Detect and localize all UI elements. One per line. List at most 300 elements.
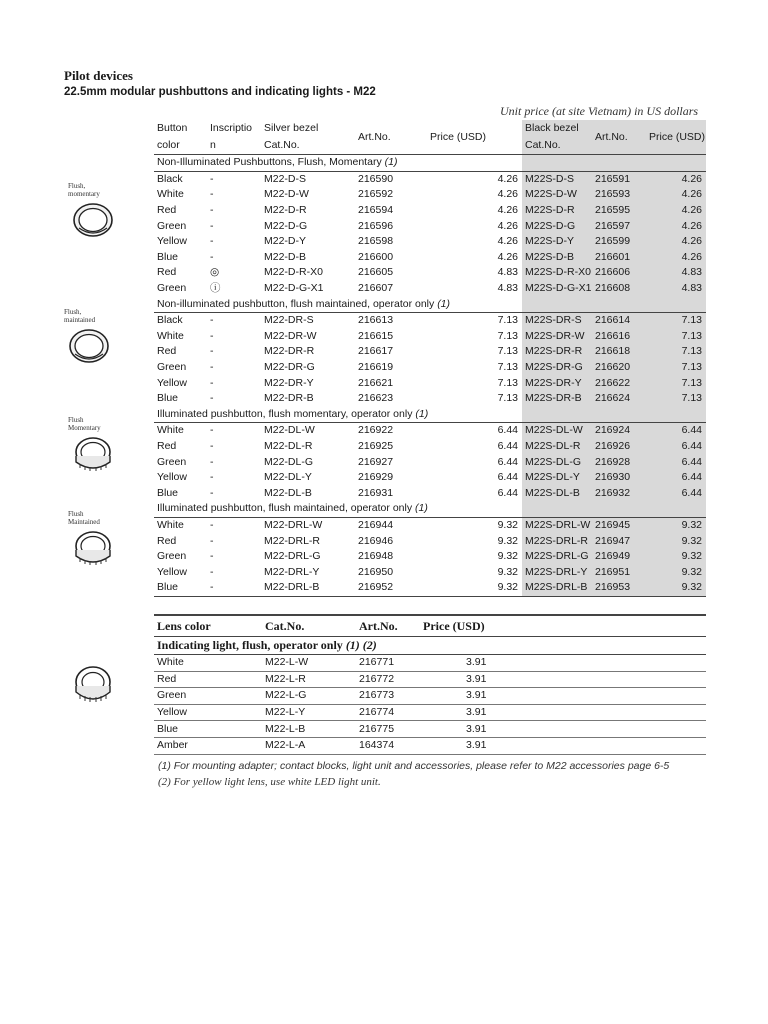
- table-row: [154, 549, 706, 565]
- artno-cell: 216952: [355, 580, 418, 596]
- section-title: Non-illuminated pushbutton, flush maintained, operator only: [157, 297, 435, 310]
- artno-cell: 216948: [358, 550, 394, 563]
- price-cell: 4.83: [497, 266, 518, 279]
- artno-cell: 216623: [358, 392, 394, 405]
- black-artno-cell: 216616: [592, 329, 646, 345]
- price-cell: 4.26: [497, 204, 518, 217]
- price-cell: 7.13: [497, 376, 518, 389]
- button-color-cell: White: [157, 518, 184, 531]
- price-cell: 9.32: [497, 518, 518, 531]
- black-price-cell: 4.26: [646, 171, 706, 187]
- price-cell: 9.32: [418, 580, 522, 596]
- section-note: (1) (2): [345, 638, 377, 652]
- price-cell: 6.44: [497, 424, 518, 437]
- illuminated-pushbutton-icon: [70, 432, 116, 474]
- button-color-cell: Black: [157, 314, 183, 327]
- pushbutton-price-table: [154, 120, 706, 597]
- black-artno-cell: 216924: [592, 423, 646, 439]
- artno-cell: 216922: [358, 424, 394, 437]
- black-artno-cell: 216620: [592, 360, 646, 376]
- inscription-cell: -: [210, 424, 214, 437]
- col-header-lens-artno: Art.No.: [356, 615, 420, 637]
- button-color-cell: White: [157, 424, 184, 437]
- col-header-lens-color: Lens color: [154, 615, 262, 637]
- table-row: [154, 171, 706, 187]
- button-color-cell: Red: [157, 345, 177, 358]
- button-color-cell: Black: [157, 172, 183, 185]
- inscription-cell: -: [210, 204, 214, 217]
- indicating-light-table: [154, 614, 706, 755]
- device-label: Flush Maintained: [68, 510, 100, 526]
- inscription-cell: -: [210, 345, 214, 358]
- device-indicating-light: [64, 662, 144, 706]
- section-note: (1): [384, 156, 398, 169]
- lens-price-cell: 3.91: [420, 737, 520, 754]
- lens-price-cell: 3.91: [420, 688, 520, 705]
- device-flush-maintained: [60, 308, 140, 364]
- artno-cell: 216927: [358, 455, 394, 468]
- button-color-cell: Blue: [157, 392, 179, 405]
- table-row: [154, 329, 706, 345]
- silver-catno-cell: M22-D-B: [264, 250, 307, 263]
- black-artno-cell: 216947: [592, 533, 646, 549]
- table-row: [154, 423, 706, 439]
- black-catno-cell: M22S-DRL-Y: [522, 564, 592, 580]
- silver-catno-cell: M22-DL-Y: [264, 471, 312, 484]
- black-price-cell: 9.32: [646, 533, 706, 549]
- black-artno-cell: 216606: [592, 265, 646, 281]
- price-cell: 4.26: [497, 235, 518, 248]
- black-price-cell: 6.44: [646, 454, 706, 470]
- button-color-cell: Blue: [157, 250, 179, 263]
- lens-catno-cell: M22-L-Y: [262, 704, 356, 721]
- price-cell: 6.44: [497, 486, 518, 499]
- col-header-lens-catno: Cat.No.: [262, 615, 356, 637]
- col-header-price-black: Price (USD): [646, 120, 706, 155]
- inscription-cell: -: [210, 329, 214, 342]
- button-color-cell: Red: [157, 439, 177, 452]
- black-catno-cell: M22S-DL-W: [522, 423, 592, 439]
- lens-artno-cell: 164374: [356, 737, 420, 754]
- black-price-cell: 4.26: [646, 218, 706, 234]
- lens-artno-cell: 216771: [356, 655, 420, 672]
- artno-cell: 216600: [358, 250, 394, 263]
- black-artno-cell: 216945: [592, 517, 646, 533]
- lens-catno-cell: M22-L-R: [262, 671, 356, 688]
- table-row: [154, 454, 706, 470]
- silver-catno-cell: M22-DL-G: [264, 455, 314, 468]
- table-row: [154, 281, 706, 297]
- unit-price-note: Unit price (at site Vietnam) in US dollars: [500, 104, 699, 118]
- inscription-cell: -: [210, 376, 214, 389]
- black-catno-cell: M22S-DR-B: [522, 391, 592, 407]
- black-artno-cell: 216593: [592, 187, 646, 203]
- artno-cell: 216931: [358, 486, 394, 499]
- artno-cell: 216946: [358, 534, 394, 547]
- black-artno-cell: 216618: [592, 344, 646, 360]
- device-illuminated-maintained: [64, 510, 144, 568]
- illuminated-pushbutton-icon: [70, 526, 116, 568]
- black-price-cell: 6.44: [646, 485, 706, 501]
- black-catno-cell: M22S-DR-S: [522, 312, 592, 328]
- inscription-cell: -: [210, 486, 214, 499]
- indicating-light-icon: [70, 662, 116, 706]
- black-price-cell: 9.32: [646, 549, 706, 565]
- button-color-cell: White: [157, 329, 184, 342]
- black-price-cell: 9.32: [646, 564, 706, 580]
- black-artno-cell: 216595: [592, 203, 646, 219]
- section-header-row: [154, 296, 706, 312]
- lens-catno-cell: M22-L-B: [262, 721, 356, 738]
- artno-cell: 216944: [358, 518, 394, 531]
- price-cell: 4.26: [497, 188, 518, 201]
- button-color-cell: Green: [157, 550, 187, 563]
- silver-catno-cell: M22-DR-S: [264, 314, 314, 327]
- button-color-cell: White: [157, 188, 184, 201]
- table-row: [154, 485, 706, 501]
- black-price-cell: 7.13: [646, 360, 706, 376]
- price-cell: 6.44: [497, 439, 518, 452]
- black-artno-cell: 216591: [592, 171, 646, 187]
- table-row: [154, 250, 706, 266]
- black-price-cell: 6.44: [646, 439, 706, 455]
- inscription-cell: -: [210, 188, 214, 201]
- artno-cell: 216613: [358, 314, 394, 327]
- price-cell: 4.83: [497, 282, 518, 295]
- black-catno-cell: M22S-DR-Y: [522, 375, 592, 391]
- table-row: [154, 187, 706, 203]
- table-row: [154, 721, 706, 738]
- artno-cell: 216598: [358, 235, 394, 248]
- artno-cell: 216615: [358, 329, 394, 342]
- pushbutton-icon: [66, 324, 112, 364]
- table-row: [154, 375, 706, 391]
- black-artno-cell: 216949: [592, 549, 646, 565]
- inscription-cell: -: [207, 580, 261, 596]
- device-label: Flush, maintained: [64, 308, 96, 324]
- lens-color-cell: Red: [154, 671, 262, 688]
- inscription-cell: ◎: [210, 266, 220, 279]
- price-cell: 7.13: [497, 345, 518, 358]
- col-header-silver-catno: Cat.No.: [264, 139, 300, 151]
- black-price-cell: 4.83: [646, 281, 706, 297]
- button-color-cell: Green: [157, 219, 187, 232]
- table-row: [154, 737, 706, 754]
- price-cell: 4.26: [497, 250, 518, 263]
- col-header-button-color: Button: [157, 122, 188, 134]
- button-color-cell: Yellow: [157, 471, 187, 484]
- section-title: Indicating light, flush, operator only: [157, 638, 343, 652]
- price-cell: 6.44: [497, 471, 518, 484]
- page-subtitle: 22.5mm modular pushbuttons and indicating lights - M22: [64, 86, 376, 98]
- artno-cell: 216621: [358, 376, 394, 389]
- section-note: (1): [415, 407, 429, 420]
- table-row: [154, 517, 706, 533]
- price-cell: 4.26: [497, 219, 518, 232]
- button-color-cell: Green: [157, 282, 187, 295]
- table-row: [154, 203, 706, 219]
- table-header-row: [154, 120, 706, 137]
- section-title: Non-Illuminated Pushbuttons, Flush, Momentary: [157, 156, 382, 169]
- black-artno-cell: 216624: [592, 391, 646, 407]
- silver-catno-cell: M22-DRL-W: [264, 518, 323, 531]
- table-row: [154, 218, 706, 234]
- artno-cell: 216607: [358, 282, 394, 295]
- inscription-cell: -: [210, 565, 214, 578]
- silver-catno-cell: M22-D-G-X1: [264, 282, 324, 295]
- col-header-black-bezel: Black bezel: [522, 120, 592, 137]
- black-catno-cell: M22S-DRL-B: [522, 580, 592, 596]
- black-artno-cell: 216928: [592, 454, 646, 470]
- price-cell: 9.32: [497, 550, 518, 563]
- black-catno-cell: M22S-DRL-G: [522, 549, 592, 565]
- price-cell: 7.13: [497, 361, 518, 374]
- price-cell: 7.13: [497, 314, 518, 327]
- silver-catno-cell: M22-DRL-R: [264, 534, 321, 547]
- silver-catno-cell: M22-D-S: [264, 172, 307, 185]
- black-price-cell: 4.26: [646, 203, 706, 219]
- page-title: Pilot devices: [64, 68, 133, 83]
- artno-cell: 216619: [358, 361, 394, 374]
- table-row: [154, 580, 706, 596]
- table-row: [154, 564, 706, 580]
- button-color-cell: Green: [157, 455, 187, 468]
- black-artno-cell: 216622: [592, 375, 646, 391]
- table-row: [154, 265, 706, 281]
- black-catno-cell: M22S-DL-R: [522, 439, 592, 455]
- black-price-cell: 4.26: [646, 250, 706, 266]
- button-color-cell: Red: [157, 534, 177, 547]
- lens-table-body: [154, 655, 706, 755]
- black-artno-cell: 216601: [592, 250, 646, 266]
- lens-artno-cell: 216772: [356, 671, 420, 688]
- silver-catno-cell: M22-D-G: [264, 219, 308, 232]
- price-cell: 9.32: [497, 534, 518, 547]
- col-header-lens-price: Price (USD): [420, 615, 520, 637]
- lens-price-cell: 3.91: [420, 671, 520, 688]
- table-row: [154, 688, 706, 705]
- black-price-cell: 4.26: [646, 234, 706, 250]
- lens-color-cell: Amber: [154, 737, 262, 754]
- black-artno-cell: 216951: [592, 564, 646, 580]
- artno-cell: 216594: [358, 204, 394, 217]
- table-row: [154, 439, 706, 455]
- table-row: [154, 344, 706, 360]
- silver-catno-cell: M22-DR-W: [264, 329, 317, 342]
- silver-catno-cell: M22-DR-R: [264, 345, 315, 358]
- artno-cell: 216590: [358, 172, 394, 185]
- lens-catno-cell: M22-L-G: [262, 688, 356, 705]
- col-header-artno: Art.No.: [358, 130, 391, 143]
- black-price-cell: 9.32: [646, 517, 706, 533]
- col-header-inscription: Inscriptio: [210, 122, 253, 134]
- inscription-cell: -: [210, 455, 214, 468]
- table-row: [154, 391, 706, 407]
- table-row: [154, 360, 706, 376]
- lens-color-cell: Green: [154, 688, 262, 705]
- table-row: [154, 234, 706, 250]
- inscription-cell: -: [210, 314, 214, 327]
- black-price-cell: 7.13: [646, 329, 706, 345]
- price-cell: 9.32: [497, 565, 518, 578]
- black-artno-cell: 216930: [592, 470, 646, 486]
- artno-cell: 216605: [358, 266, 394, 279]
- black-catno-cell: M22S-DR-G: [522, 360, 592, 376]
- button-color-cell: Green: [157, 361, 187, 374]
- price-cell: 7.13: [497, 392, 518, 405]
- table-row: [154, 312, 706, 328]
- price-cell: 7.13: [497, 329, 518, 342]
- button-color-cell: Blue: [157, 486, 179, 499]
- col-header-artno-black: Art.No.: [592, 120, 646, 155]
- black-catno-cell: M22S-DRL-R: [522, 533, 592, 549]
- black-artno-cell: 216608: [592, 281, 646, 297]
- lens-catno-cell: M22-L-W: [262, 655, 356, 672]
- silver-catno-cell: M22-DL-W: [264, 424, 315, 437]
- black-price-cell: 6.44: [646, 423, 706, 439]
- black-artno-cell: 216597: [592, 218, 646, 234]
- artno-cell: 216617: [358, 345, 394, 358]
- black-price-cell: 7.13: [646, 344, 706, 360]
- table-row: [154, 533, 706, 549]
- footnote-1: (1) For mounting adapter; contact blocks, light unit and accessories, please refer to M22 accessories page 6-5: [158, 760, 670, 772]
- artno-cell: 216950: [358, 565, 394, 578]
- inscription-cell: -: [210, 172, 214, 185]
- black-catno-cell: M22S-D-R: [522, 203, 592, 219]
- silver-catno-cell: M22-DRL-B: [261, 580, 355, 596]
- black-catno-cell: M22S-DL-G: [522, 454, 592, 470]
- section-note: (1): [415, 502, 428, 515]
- table-body: [154, 155, 706, 597]
- button-color-cell: Yellow: [157, 565, 187, 578]
- lens-color-cell: Blue: [154, 721, 262, 738]
- footnote-2: (2) For yellow light lens, use white LED light unit.: [158, 776, 381, 788]
- black-catno-cell: M22S-D-Y: [522, 234, 592, 250]
- table-row: [154, 704, 706, 721]
- lens-price-cell: 3.91: [420, 704, 520, 721]
- lens-price-cell: 3.91: [420, 721, 520, 738]
- pushbutton-icon: [70, 198, 116, 238]
- inscription-cell: -: [210, 250, 214, 263]
- silver-catno-cell: M22-DL-R: [264, 439, 313, 452]
- inscription-cell: -: [210, 361, 214, 374]
- button-color-cell: Yellow: [157, 235, 187, 248]
- section-header-row: [154, 501, 706, 517]
- silver-catno-cell: M22-D-Y: [264, 235, 307, 248]
- inscription-cell: -: [210, 219, 214, 232]
- col-header-inscription-2: n: [210, 139, 216, 151]
- silver-catno-cell: M22-D-W: [264, 188, 309, 201]
- table-row: [154, 655, 706, 672]
- black-artno-cell: 216614: [592, 312, 646, 328]
- col-header-silver-bezel: Silver bezel: [264, 122, 319, 134]
- artno-cell: 216596: [358, 219, 394, 232]
- inscription-cell: -: [210, 518, 214, 531]
- inscription-cell: ⓘ: [210, 282, 221, 295]
- lens-artno-cell: 216774: [356, 704, 420, 721]
- silver-catno-cell: M22-DR-G: [264, 361, 315, 374]
- black-price-cell: 7.13: [646, 391, 706, 407]
- section-title: Illuminated pushbutton, flush momentary, operator only: [157, 407, 413, 420]
- section-title: Illuminated pushbutton, flush maintained, operator only: [157, 502, 413, 515]
- inscription-cell: -: [210, 439, 214, 452]
- black-catno-cell: M22S-DRL-W: [522, 517, 592, 533]
- silver-catno-cell: M22-DRL-Y: [264, 565, 320, 578]
- lens-artno-cell: 216773: [356, 688, 420, 705]
- black-catno-cell: M22S-D-W: [522, 187, 592, 203]
- button-color-cell: Yellow: [157, 376, 187, 389]
- black-artno-cell: 216932: [592, 485, 646, 501]
- black-catno-cell: M22S-DR-W: [522, 329, 592, 345]
- silver-catno-cell: M22-D-R: [264, 204, 307, 217]
- device-flush-momentary: [64, 182, 144, 238]
- table-row: [154, 470, 706, 486]
- artno-cell: 216929: [358, 471, 394, 484]
- button-color-cell: Blue: [154, 580, 207, 596]
- inscription-cell: -: [210, 392, 214, 405]
- silver-catno-cell: M22-DR-Y: [264, 376, 314, 389]
- section-header-row: [154, 637, 706, 655]
- button-color-cell: Red: [157, 266, 177, 279]
- lens-color-cell: White: [154, 655, 262, 672]
- button-color-cell: Red: [157, 204, 177, 217]
- col-header-black-catno: Cat.No.: [522, 137, 592, 155]
- black-price-cell: 7.13: [646, 312, 706, 328]
- inscription-cell: -: [210, 471, 214, 484]
- table-row: [154, 671, 706, 688]
- lens-artno-cell: 216775: [356, 721, 420, 738]
- black-price-cell: 6.44: [646, 470, 706, 486]
- black-catno-cell: M22S-D-G-X1: [522, 281, 592, 297]
- inscription-cell: -: [210, 235, 214, 248]
- silver-catno-cell: M22-D-R-X0: [264, 266, 323, 279]
- silver-catno-cell: M22-DR-B: [264, 392, 314, 405]
- black-price-cell: 4.83: [646, 265, 706, 281]
- artno-cell: 216925: [358, 439, 394, 452]
- device-label: Flush Momentary: [68, 416, 101, 432]
- price-cell: 6.44: [497, 455, 518, 468]
- artno-cell: 216592: [358, 188, 394, 201]
- silver-catno-cell: M22-DL-B: [264, 486, 312, 499]
- black-catno-cell: M22S-D-B: [522, 250, 592, 266]
- section-header-row: [154, 155, 706, 172]
- price-cell: 4.26: [497, 172, 518, 185]
- black-price-cell: 4.26: [646, 187, 706, 203]
- black-catno-cell: M22S-DL-B: [522, 485, 592, 501]
- black-artno-cell: 216926: [592, 439, 646, 455]
- black-catno-cell: M22S-D-S: [522, 171, 592, 187]
- lens-price-cell: 3.91: [420, 655, 520, 672]
- black-catno-cell: M22S-DR-R: [522, 344, 592, 360]
- black-price-cell: 7.13: [646, 375, 706, 391]
- inscription-cell: -: [210, 550, 214, 563]
- device-illuminated-momentary: [64, 416, 144, 474]
- lens-catno-cell: M22-L-A: [262, 737, 356, 754]
- lens-color-cell: Yellow: [154, 704, 262, 721]
- section-note: (1): [437, 297, 451, 310]
- inscription-cell: -: [210, 534, 214, 547]
- lens-table-header-row: [154, 615, 706, 637]
- section-header-row: [154, 407, 706, 423]
- black-price-cell: 9.32: [646, 580, 706, 596]
- col-header-price: Price (USD): [430, 130, 487, 143]
- black-catno-cell: M22S-D-G: [522, 218, 592, 234]
- black-artno-cell: 216599: [592, 234, 646, 250]
- black-catno-cell: M22S-D-R-X0: [522, 265, 592, 281]
- black-artno-cell: 216953: [592, 580, 646, 596]
- col-header-button-color-2: color: [157, 139, 180, 151]
- silver-catno-cell: M22-DRL-G: [264, 550, 321, 563]
